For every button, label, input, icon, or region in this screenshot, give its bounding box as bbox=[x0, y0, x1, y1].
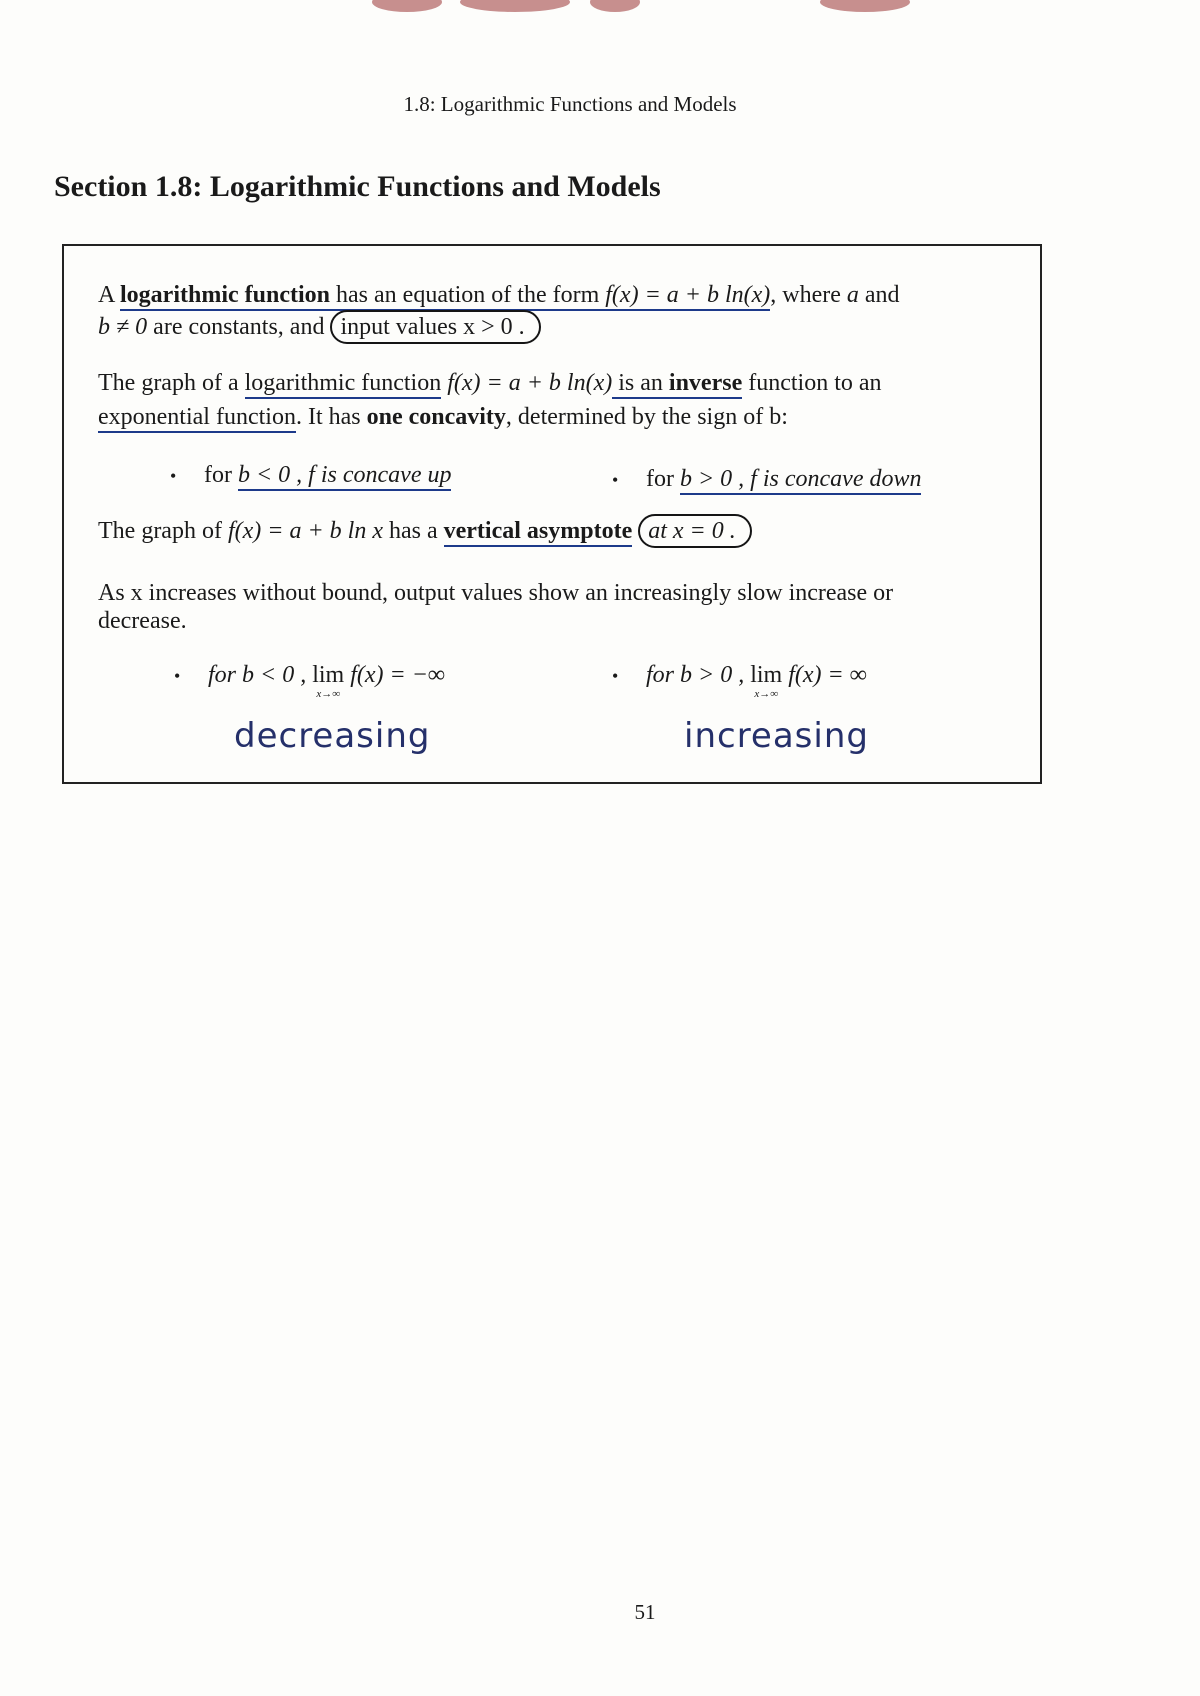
section-title: Section 1.8: Logarithmic Functions and Models bbox=[54, 170, 661, 203]
concavity-bullet-right: • for b > 0 , f is concave down bbox=[612, 466, 921, 493]
definition-line-2: b ≠ 0 are constants, and input values x > 0 . bbox=[98, 314, 541, 341]
limit-bullet-right: • for b > 0 , lim x→∞ f(x) = ∞ bbox=[612, 662, 867, 700]
asymptote-line: The graph of f(x) = a + b ln x has a vertical asymptote at x = 0 . bbox=[98, 518, 752, 545]
page-number: 51 bbox=[634, 1600, 656, 1624]
definition-line-1: A logarithmic function has an equation of the form f(x) = a + b ln(x), where a and bbox=[98, 282, 900, 309]
handwritten-decreasing: decreasing bbox=[234, 716, 431, 756]
limit-bullet-left: • for b < 0 , lim x→∞ f(x) = −∞ bbox=[174, 662, 446, 700]
growth-line-1: As x increases without bound, output values show an increasingly slow increase or bbox=[98, 580, 894, 606]
definition-box bbox=[62, 244, 1042, 784]
concavity-bullet-left: • for b < 0 , f is concave up bbox=[170, 462, 451, 489]
circled-input-values: input values x > 0 . bbox=[330, 310, 540, 344]
graph-line-2: exponential function. It has one concavity, determined by the sign of b: bbox=[98, 404, 788, 431]
growth-line-2: decrease. bbox=[98, 608, 187, 634]
handwritten-increasing: increasing bbox=[684, 716, 869, 756]
circled-asymptote: at x = 0 . bbox=[638, 514, 752, 548]
graph-line-1: The graph of a logarithmic function f(x) = a + b ln(x) is an inverse function to an bbox=[98, 370, 882, 397]
term-logarithmic-function: logarithmic function bbox=[120, 282, 330, 311]
running-head: 1.8: Logarithmic Functions and Models bbox=[403, 92, 737, 116]
formula-log: f(x) = a + b ln(x) bbox=[605, 282, 770, 311]
top-edge-stain bbox=[0, 0, 1200, 14]
